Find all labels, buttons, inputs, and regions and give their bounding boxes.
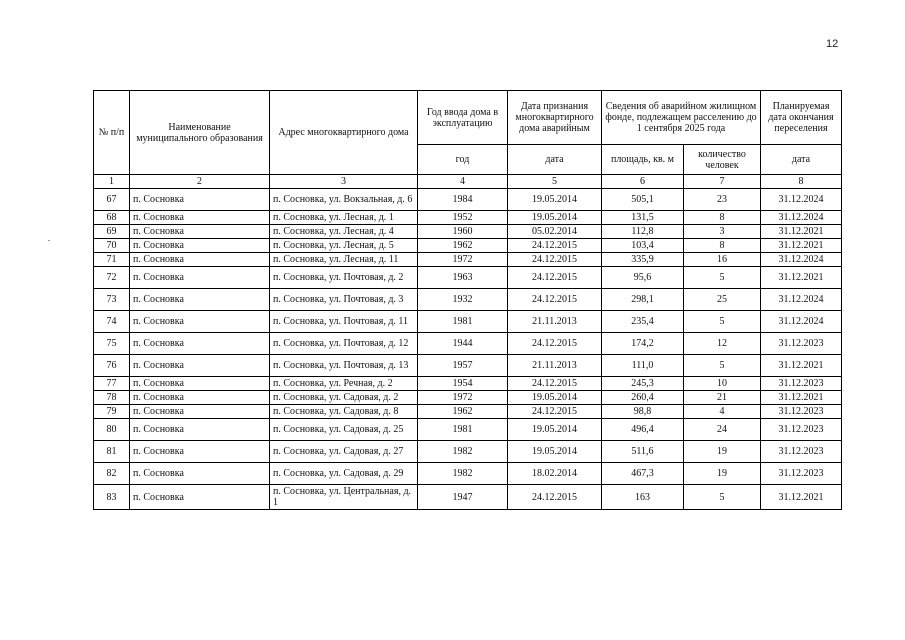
index-cell: 4 xyxy=(418,175,508,189)
address-cell: п. Сосновка, ул. Садовая, д. 29 xyxy=(270,463,418,485)
address-cell: п. Сосновка, ул. Садовая, д. 27 xyxy=(270,441,418,463)
municipality-cell: п. Сосновка xyxy=(130,267,270,289)
row-number: 77 xyxy=(94,377,130,391)
address-cell: п. Сосновка, ул. Почтовая, д. 12 xyxy=(270,333,418,355)
row-number: 75 xyxy=(94,333,130,355)
address-cell: п. Сосновка, ул. Почтовая, д. 11 xyxy=(270,311,418,333)
row-number: 72 xyxy=(94,267,130,289)
recognition-date-cell: 18.02.2014 xyxy=(508,463,602,485)
planned-date-cell: 31.12.2024 xyxy=(761,311,842,333)
area-cell: 112,8 xyxy=(602,225,684,239)
table-row xyxy=(94,189,842,211)
table-row xyxy=(94,463,842,485)
row-number: 69 xyxy=(94,225,130,239)
area-cell: 260,4 xyxy=(602,391,684,405)
table-row xyxy=(94,355,842,377)
table-row xyxy=(94,485,842,510)
people-count-cell: 21 xyxy=(684,391,761,405)
scan-speck xyxy=(48,240,50,241)
table-row xyxy=(94,377,842,391)
planned-date-cell: 31.12.2024 xyxy=(761,211,842,225)
planned-date-cell: 31.12.2021 xyxy=(761,225,842,239)
row-number: 76 xyxy=(94,355,130,377)
municipality-cell: п. Сосновка xyxy=(130,463,270,485)
recognition-date-cell: 24.12.2015 xyxy=(508,239,602,253)
header-planned-group: Планируемая дата окончания переселения xyxy=(761,91,842,145)
people-count-cell: 23 xyxy=(684,189,761,211)
table-row xyxy=(94,267,842,289)
header-address: Адрес многоквартирного дома xyxy=(270,91,418,175)
people-count-cell: 3 xyxy=(684,225,761,239)
row-number: 74 xyxy=(94,311,130,333)
year-cell: 1972 xyxy=(418,253,508,267)
index-cell: 8 xyxy=(761,175,842,189)
header-num: № п/п xyxy=(94,91,130,175)
recognition-date-cell: 19.05.2014 xyxy=(508,391,602,405)
area-cell: 467,3 xyxy=(602,463,684,485)
year-cell: 1984 xyxy=(418,189,508,211)
area-cell: 235,4 xyxy=(602,311,684,333)
subheader-area: площадь, кв. м xyxy=(602,145,684,175)
municipality-cell: п. Сосновка xyxy=(130,441,270,463)
people-count-cell: 5 xyxy=(684,267,761,289)
municipality-cell: п. Сосновка xyxy=(130,391,270,405)
header-resettle-group: Сведения об аварийном жилищном фонде, подлежащем расселению до 1 сентября 2025 года xyxy=(602,91,761,145)
area-cell: 298,1 xyxy=(602,289,684,311)
municipality-cell: п. Сосновка xyxy=(130,485,270,510)
people-count-cell: 8 xyxy=(684,239,761,253)
index-cell: 1 xyxy=(94,175,130,189)
municipality-cell: п. Сосновка xyxy=(130,189,270,211)
people-count-cell: 16 xyxy=(684,253,761,267)
subheader-planned: дата xyxy=(761,145,842,175)
subheader-year: год xyxy=(418,145,508,175)
area-cell: 98,8 xyxy=(602,405,684,419)
year-cell: 1982 xyxy=(418,463,508,485)
municipality-cell: п. Сосновка xyxy=(130,211,270,225)
recognition-date-cell: 05.02.2014 xyxy=(508,225,602,239)
recognition-date-cell: 21.11.2013 xyxy=(508,355,602,377)
municipality-cell: п. Сосновка xyxy=(130,419,270,441)
index-cell: 7 xyxy=(684,175,761,189)
address-cell: п. Сосновка, ул. Садовая, д. 2 xyxy=(270,391,418,405)
area-cell: 131,5 xyxy=(602,211,684,225)
address-cell: п. Сосновка, ул. Лесная, д. 4 xyxy=(270,225,418,239)
area-cell: 174,2 xyxy=(602,333,684,355)
year-cell: 1981 xyxy=(418,311,508,333)
year-cell: 1957 xyxy=(418,355,508,377)
index-cell: 5 xyxy=(508,175,602,189)
recognition-date-cell: 21.11.2013 xyxy=(508,311,602,333)
index-cell: 3 xyxy=(270,175,418,189)
year-cell: 1944 xyxy=(418,333,508,355)
municipality-cell: п. Сосновка xyxy=(130,239,270,253)
year-cell: 1960 xyxy=(418,225,508,239)
planned-date-cell: 31.12.2021 xyxy=(761,239,842,253)
year-cell: 1962 xyxy=(418,405,508,419)
table-row xyxy=(94,441,842,463)
row-number: 73 xyxy=(94,289,130,311)
planned-date-cell: 31.12.2023 xyxy=(761,441,842,463)
planned-date-cell: 31.12.2023 xyxy=(761,463,842,485)
page-number: 12 xyxy=(826,38,839,50)
row-number: 81 xyxy=(94,441,130,463)
people-count-cell: 12 xyxy=(684,333,761,355)
planned-date-cell: 31.12.2023 xyxy=(761,419,842,441)
area-cell: 511,6 xyxy=(602,441,684,463)
recognition-date-cell: 24.12.2015 xyxy=(508,377,602,391)
planned-date-cell: 31.12.2023 xyxy=(761,333,842,355)
year-cell: 1932 xyxy=(418,289,508,311)
header-year-group: Год ввода дома в эксплуатацию xyxy=(418,91,508,145)
municipality-cell: п. Сосновка xyxy=(130,289,270,311)
address-cell: п. Сосновка, ул. Почтовая, д. 13 xyxy=(270,355,418,377)
people-count-cell: 25 xyxy=(684,289,761,311)
recognition-date-cell: 24.12.2015 xyxy=(508,267,602,289)
municipality-cell: п. Сосновка xyxy=(130,377,270,391)
table-row xyxy=(94,311,842,333)
row-number: 71 xyxy=(94,253,130,267)
address-cell: п. Сосновка, ул. Садовая, д. 25 xyxy=(270,419,418,441)
header-municipality: Наименование муниципального образования xyxy=(130,91,270,175)
planned-date-cell: 31.12.2023 xyxy=(761,405,842,419)
recognition-date-cell: 24.12.2015 xyxy=(508,253,602,267)
people-count-cell: 5 xyxy=(684,355,761,377)
address-cell: п. Сосновка, ул. Почтовая, д. 2 xyxy=(270,267,418,289)
recognition-date-cell: 24.12.2015 xyxy=(508,333,602,355)
table-row xyxy=(94,333,842,355)
table-row xyxy=(94,253,842,267)
area-cell: 95,6 xyxy=(602,267,684,289)
planned-date-cell: 31.12.2021 xyxy=(761,267,842,289)
municipality-cell: п. Сосновка xyxy=(130,311,270,333)
people-count-cell: 5 xyxy=(684,311,761,333)
municipality-cell: п. Сосновка xyxy=(130,405,270,419)
planned-date-cell: 31.12.2023 xyxy=(761,377,842,391)
recognition-date-cell: 19.05.2014 xyxy=(508,211,602,225)
planned-date-cell: 31.12.2021 xyxy=(761,355,842,377)
year-cell: 1962 xyxy=(418,239,508,253)
index-cell: 2 xyxy=(130,175,270,189)
planned-date-cell: 31.12.2024 xyxy=(761,189,842,211)
row-number: 80 xyxy=(94,419,130,441)
year-cell: 1982 xyxy=(418,441,508,463)
recognition-date-cell: 19.05.2014 xyxy=(508,189,602,211)
people-count-cell: 5 xyxy=(684,485,761,510)
year-cell: 1981 xyxy=(418,419,508,441)
index-cell: 6 xyxy=(602,175,684,189)
area-cell: 505,1 xyxy=(602,189,684,211)
address-cell: п. Сосновка, ул. Лесная, д. 1 xyxy=(270,211,418,225)
table-row xyxy=(94,405,842,419)
people-count-cell: 19 xyxy=(684,463,761,485)
people-count-cell: 10 xyxy=(684,377,761,391)
area-cell: 103,4 xyxy=(602,239,684,253)
table-row xyxy=(94,289,842,311)
address-cell: п. Сосновка, ул. Лесная, д. 11 xyxy=(270,253,418,267)
municipality-cell: п. Сосновка xyxy=(130,355,270,377)
year-cell: 1947 xyxy=(418,485,508,510)
year-cell: 1963 xyxy=(418,267,508,289)
recognition-date-cell: 19.05.2014 xyxy=(508,419,602,441)
subheader-date: дата xyxy=(508,145,602,175)
people-count-cell: 8 xyxy=(684,211,761,225)
table-body xyxy=(94,189,842,510)
municipality-cell: п. Сосновка xyxy=(130,333,270,355)
row-number: 82 xyxy=(94,463,130,485)
row-number: 70 xyxy=(94,239,130,253)
area-cell: 111,0 xyxy=(602,355,684,377)
area-cell: 496,4 xyxy=(602,419,684,441)
row-number: 78 xyxy=(94,391,130,405)
planned-date-cell: 31.12.2024 xyxy=(761,253,842,267)
header-date-group: Дата признания многоквартирного дома аварийным xyxy=(508,91,602,145)
year-cell: 1954 xyxy=(418,377,508,391)
row-number: 83 xyxy=(94,485,130,510)
table-row xyxy=(94,239,842,253)
recognition-date-cell: 24.12.2015 xyxy=(508,405,602,419)
address-cell: п. Сосновка, ул. Вокзальная, д. 6 xyxy=(270,189,418,211)
address-cell: п. Сосновка, ул. Садовая, д. 8 xyxy=(270,405,418,419)
row-number: 67 xyxy=(94,189,130,211)
recognition-date-cell: 24.12.2015 xyxy=(508,485,602,510)
table-row xyxy=(94,419,842,441)
subheader-people: количество человек xyxy=(684,145,761,175)
address-cell: п. Сосновка, ул. Центральная, д. 1 xyxy=(270,485,418,510)
planned-date-cell: 31.12.2024 xyxy=(761,289,842,311)
housing-table xyxy=(93,90,842,510)
area-cell: 163 xyxy=(602,485,684,510)
recognition-date-cell: 19.05.2014 xyxy=(508,441,602,463)
area-cell: 245,3 xyxy=(602,377,684,391)
year-cell: 1952 xyxy=(418,211,508,225)
people-count-cell: 4 xyxy=(684,405,761,419)
planned-date-cell: 31.12.2021 xyxy=(761,485,842,510)
address-cell: п. Сосновка, ул. Лесная, д. 5 xyxy=(270,239,418,253)
row-number: 68 xyxy=(94,211,130,225)
people-count-cell: 24 xyxy=(684,419,761,441)
table-row xyxy=(94,211,842,225)
area-cell: 335,9 xyxy=(602,253,684,267)
recognition-date-cell: 24.12.2015 xyxy=(508,289,602,311)
table-row xyxy=(94,225,842,239)
address-cell: п. Сосновка, ул. Речная, д. 2 xyxy=(270,377,418,391)
year-cell: 1972 xyxy=(418,391,508,405)
planned-date-cell: 31.12.2021 xyxy=(761,391,842,405)
table-row xyxy=(94,391,842,405)
municipality-cell: п. Сосновка xyxy=(130,253,270,267)
address-cell: п. Сосновка, ул. Почтовая, д. 3 xyxy=(270,289,418,311)
people-count-cell: 19 xyxy=(684,441,761,463)
row-number: 79 xyxy=(94,405,130,419)
municipality-cell: п. Сосновка xyxy=(130,225,270,239)
